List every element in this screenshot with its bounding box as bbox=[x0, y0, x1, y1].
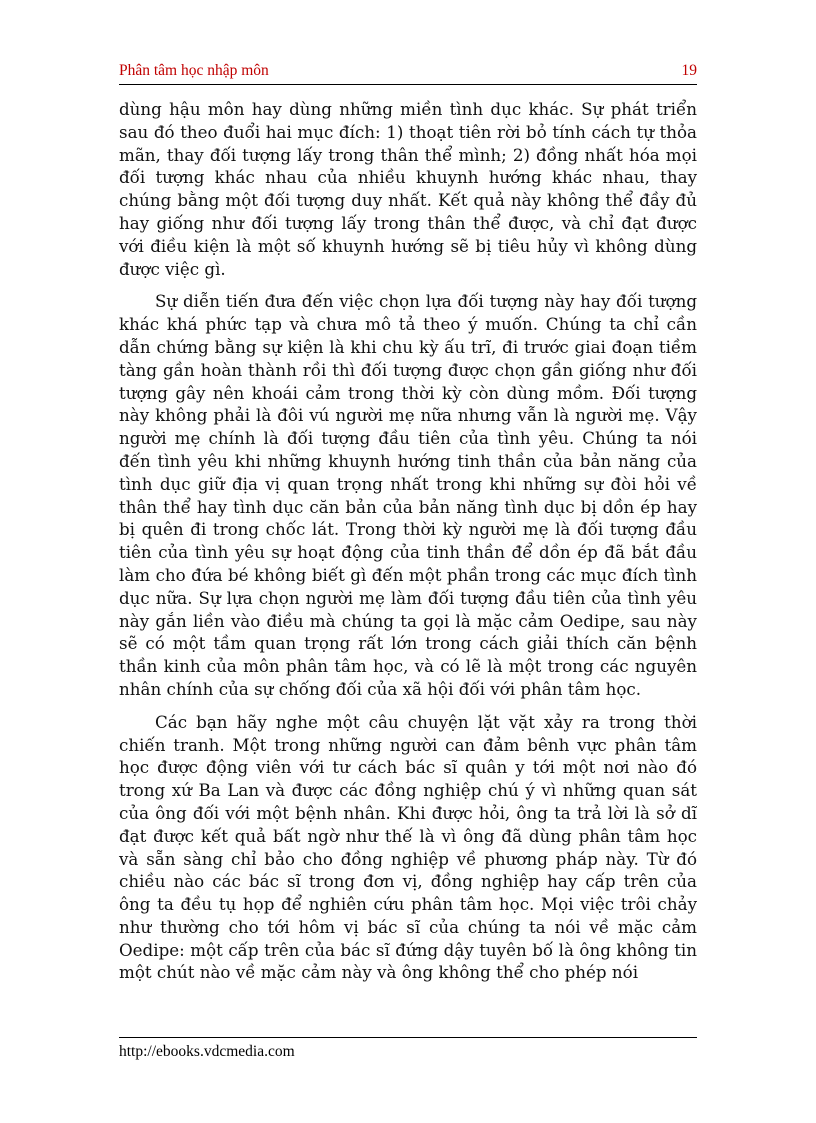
paragraph: Sự diễn tiến đưa đến việc chọn lựa đối tượng này hay đối tượng khác khá phức tạp và chưa mô tả theo ý muốn. Chúng ta chỉ cần dẫn chứng bằng sự kiện là khi chu kỳ ấu trĩ, đi trước giai đoạn tiềm tàng gần hoàn thành rồi thì đối tượng được chọn gần giống như đối tượng gây nên khoái cảm trong thời kỳ còn dùng mồm. Đối tượng này không phải là đôi vú người mẹ nữa nhưng vẫn là người mẹ. Vậy người mẹ chính là đối tượng đầu tiên của tình yêu. Chúng ta nói đến tình yêu khi những khuynh hướng tinh thần của bản năng của tình dục giữ địa vị quan trọng nhất trong khi những sự đòi hỏi về thân thể hay tình dục căn bản của bản năng tình dục bị dồn ép hay bị quên đi trong chốc lát. Trong thời kỳ người mẹ là đối tượng đầu tiên của tình yêu sự hoạt động của tinh thần để dồn ép đã bắt đầu làm cho đứa bé không biết gì đến một phần trong các mục đích tình dục nữa. Sự lựa chọn người mẹ làm đối tượng đầu tiên của tình yêu này gắn liền vào điều mà chúng ta gọi là mặc cảm Oedipe, sau này sẽ có một tầm quan trọng rất lớn trong cách giải thích căn bệnh thần kinh của môn phân tâm học, và có lẽ là một trong các nguyên nhân chính của sự chống đối của xã hội đối với phân tâm học. bbox=[119, 291, 697, 699]
footer-url[interactable]: http://ebooks.vdcmedia.com bbox=[119, 1043, 295, 1060]
paragraph: Các bạn hãy nghe một câu chuyện lặt vặt xảy ra trong thời chiến tranh. Một trong những người can đảm bênh vực phân tâm học được động viên với tư cách bác sĩ quân y tới một nơi nào đó trong xứ Ba Lan và được các đồng nghiệp chú ý vì những quan sát của ông đối với một bệnh nhân. Khi được hỏi, ông ta trả lời là sở dĩ đạt được kết quả bất ngờ như thế là vì ông đã dùng phân tâm học và sẵn sàng chỉ bảo cho đồng nghiệp về phương pháp này. Từ đó chiều nào các bác sĩ trong đơn vị, đồng nghiệp hay cấp trên của ông ta đều tụ họp để nghiên cứu phân tâm học. Mọi việc trôi chảy như thường cho tới hôm vị bác sĩ của chúng ta nói về mặc cảm Oedipe: một cấp trên của bác sĩ đứng dậy tuyên bố là ông không tin một chút nào về mặc cảm này và ông không thể cho phép nói bbox=[119, 711, 697, 983]
page-footer bbox=[119, 1037, 697, 1061]
page-number: 19 bbox=[681, 62, 697, 79]
paragraph-continued: dùng hậu môn hay dùng những miền tình dục khác. Sự phát triển sau đó theo đuổi hai mục đích: 1) thoạt tiên rời bỏ tính cách tự thỏa mãn, thay đối tượng lấy trong thân thể mình; 2) đồng nhất hóa mọi đối tượng khác nhau của nhiều khuynh hướng khác nhau, thay chúng bằng một đối tượng duy nhất. Kết quả này không thể đầy đủ hay giống như đối tượng lấy trong thân thể được, và chỉ đạt được với điều kiện là một số khuynh hướng sẽ bị tiêu hủy vì không dùng được việc gì. bbox=[119, 99, 697, 279]
book-title: Phân tâm học nhập môn bbox=[119, 62, 269, 79]
page-body bbox=[119, 98, 697, 984]
page-header bbox=[119, 60, 697, 85]
